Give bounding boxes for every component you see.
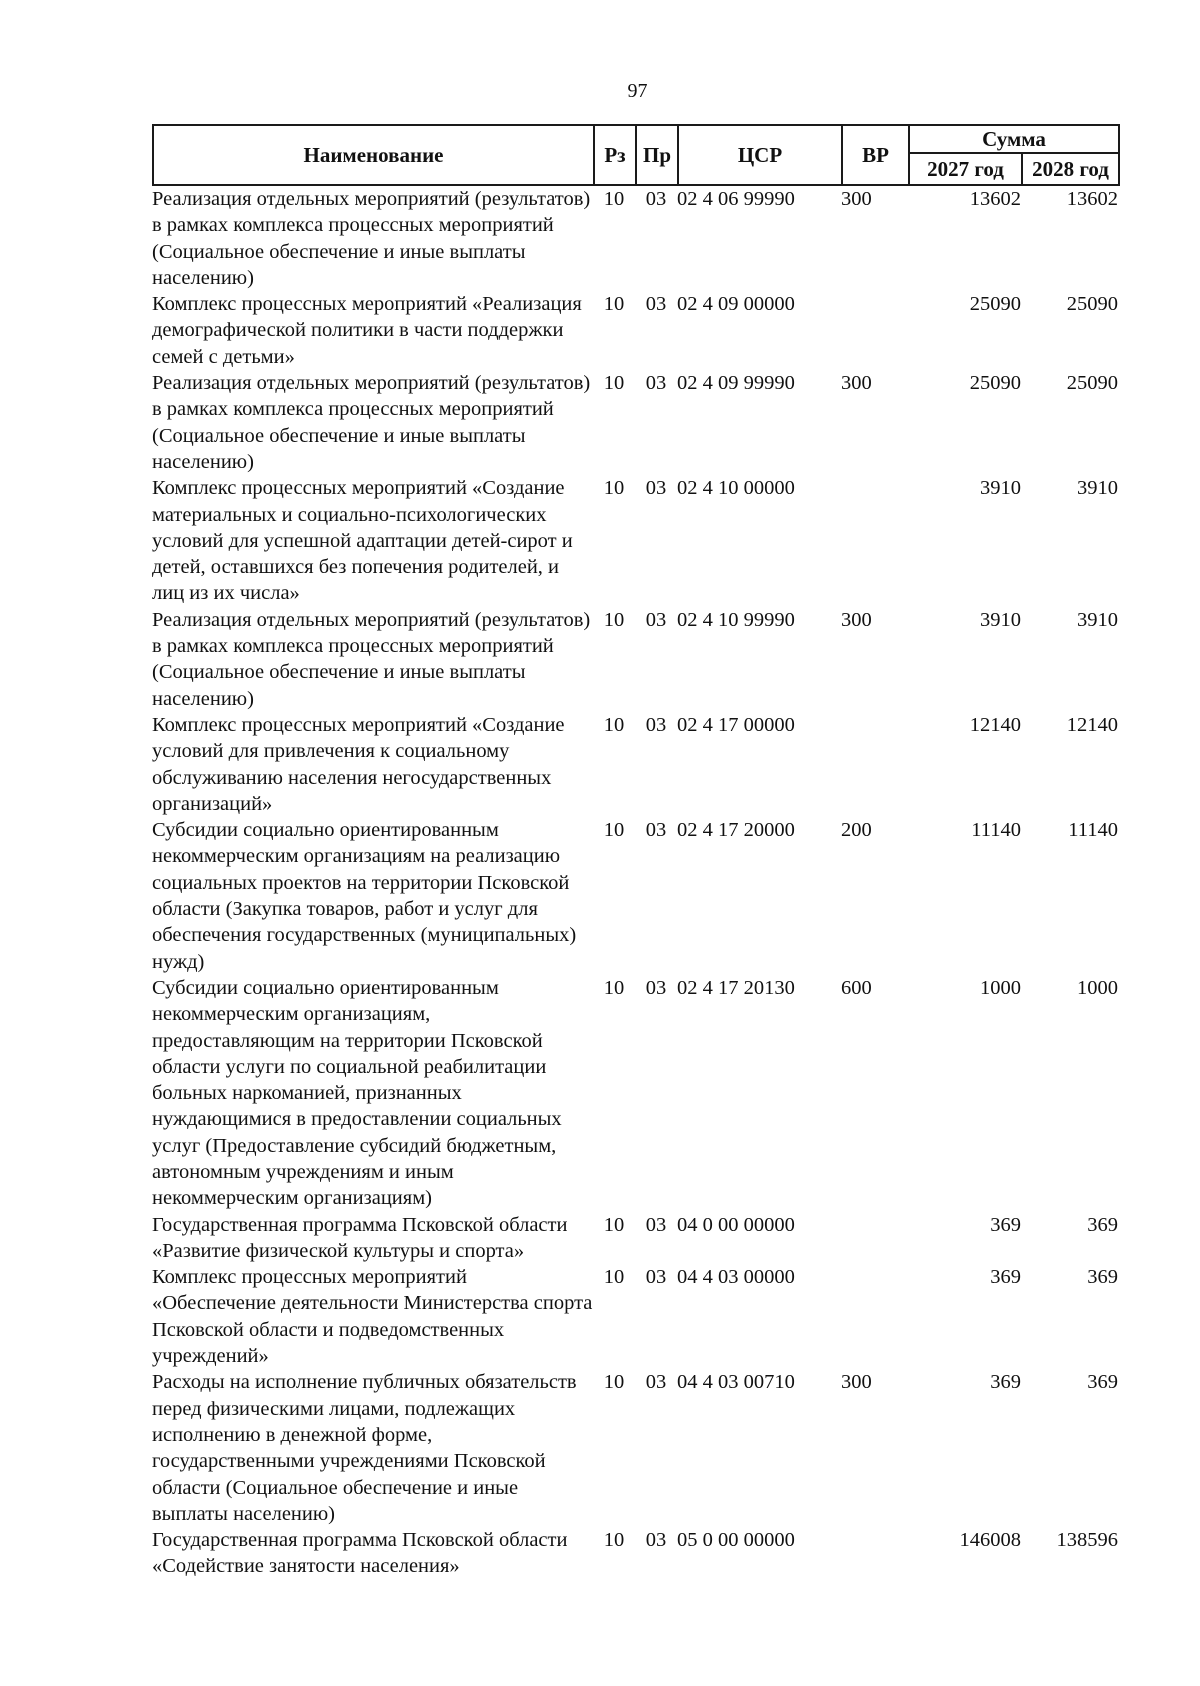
header-csr: ЦСР xyxy=(678,125,842,185)
table-row xyxy=(152,1369,1118,1527)
row-pr: 03 xyxy=(645,713,667,736)
row-vr xyxy=(841,1527,908,1580)
table-row xyxy=(152,712,1118,817)
row-vr xyxy=(841,712,908,817)
row-sum-2027: 3910 xyxy=(980,608,1021,631)
row-vr xyxy=(841,1212,908,1265)
row-csr: 04 4 03 00710 xyxy=(677,1371,795,1394)
row-rz: 10 xyxy=(603,1371,625,1394)
row-name: Расходы на исполнение публичных обязательств перед физическими лицами, подлежащих исполнению в денежной форме, государственными учреждениями Псковской области (Социальное обеспечение и иные выплаты населению) xyxy=(152,1371,577,1525)
row-vr xyxy=(841,1264,908,1369)
header-year-2028: 2028 год xyxy=(1022,153,1119,185)
row-sum-2027: 3910 xyxy=(980,477,1021,500)
row-rz: 10 xyxy=(603,372,625,395)
row-sum-2028: 13602 xyxy=(1066,188,1118,210)
row-csr: 02 4 17 20000 xyxy=(677,819,795,842)
table-row xyxy=(152,186,1118,291)
row-sum-2028: 3910 xyxy=(1077,477,1118,500)
row-name: Субсидии социально ориентированным некоммерческим организациям на реализацию социальных проектов на территории Псковской области (Закупка товаров, работ и услуг для обеспечения государственных (муниципальных) нужд) xyxy=(152,819,577,973)
row-vr xyxy=(841,475,908,606)
row-sum-2027: 25090 xyxy=(969,372,1021,395)
row-vr: 600 xyxy=(841,976,872,999)
row-csr: 05 0 00 00000 xyxy=(677,1529,795,1552)
row-pr: 03 xyxy=(645,188,667,210)
row-sum-2028: 3910 xyxy=(1077,608,1118,631)
row-sum-2028: 12140 xyxy=(1066,713,1118,736)
row-sum-2028: 25090 xyxy=(1066,372,1118,395)
table-row xyxy=(152,1264,1118,1369)
row-sum-2027: 369 xyxy=(990,1266,1021,1289)
row-rz: 10 xyxy=(603,1213,625,1236)
row-name: Реализация отдельных мероприятий (результатов) в рамках комплекса процессных мероприятий (Социальное обеспечение и иные выплаты населению) xyxy=(152,372,591,473)
row-sum-2028: 369 xyxy=(1087,1266,1118,1289)
row-sum-2027: 12140 xyxy=(969,713,1021,736)
header-rz: Рз xyxy=(594,125,636,185)
row-sum-2027: 11140 xyxy=(971,819,1021,842)
row-csr: 04 4 03 00000 xyxy=(677,1266,795,1289)
row-sum-2027: 25090 xyxy=(969,293,1021,316)
row-csr: 02 4 17 20130 xyxy=(677,976,795,999)
row-csr: 02 4 06 99990 xyxy=(677,188,795,210)
row-csr: 02 4 10 00000 xyxy=(677,477,795,500)
row-csr: 02 4 10 99990 xyxy=(677,608,795,631)
row-name: Комплекс процессных мероприятий «Создание условий для привлечения к социальному обслуживанию населения негосударственных организаций» xyxy=(152,713,565,815)
row-sum-2027: 1000 xyxy=(980,976,1021,999)
budget-table xyxy=(152,124,1118,1580)
row-pr: 03 xyxy=(645,1213,667,1236)
row-csr: 02 4 09 00000 xyxy=(677,293,795,316)
table-row xyxy=(152,1527,1118,1580)
row-rz: 10 xyxy=(603,477,625,500)
row-name: Комплекс процессных мероприятий «Обеспечение деятельности Министерства спорта Псковской области и подведомственных учреждений» xyxy=(152,1266,593,1368)
row-pr: 03 xyxy=(645,477,667,500)
row-vr xyxy=(841,291,908,370)
table-row xyxy=(152,607,1118,712)
table-row xyxy=(152,817,1118,975)
row-pr: 03 xyxy=(645,1371,667,1394)
page-number: 97 xyxy=(627,80,648,102)
row-pr: 03 xyxy=(645,819,667,842)
row-csr: 04 0 00 00000 xyxy=(677,1213,795,1236)
table-header xyxy=(152,124,1120,186)
row-csr: 02 4 09 99990 xyxy=(677,372,795,395)
row-name: Комплекс процессных мероприятий «Реализация демографической политики в части поддержки семей с детьми» xyxy=(152,293,582,368)
row-vr: 300 xyxy=(841,372,872,395)
row-vr: 300 xyxy=(841,188,872,210)
row-pr: 03 xyxy=(645,976,667,999)
row-name: Государственная программа Псковской области «Развитие физической культуры и спорта» xyxy=(152,1213,568,1262)
header-pr: Пр xyxy=(636,125,678,185)
row-sum-2028: 11140 xyxy=(1068,819,1118,842)
row-pr: 03 xyxy=(645,293,667,316)
row-name: Государственная программа Псковской области «Содействие занятости населения» xyxy=(152,1529,568,1578)
table-row xyxy=(152,370,1118,475)
row-csr: 02 4 17 00000 xyxy=(677,713,795,736)
row-name: Реализация отдельных мероприятий (результатов) в рамках комплекса процессных мероприятий (Социальное обеспечение и иные выплаты населению) xyxy=(152,188,591,289)
row-sum-2028: 25090 xyxy=(1066,293,1118,316)
row-sum-2028: 138596 xyxy=(1056,1529,1118,1552)
header-name: Наименование xyxy=(153,125,594,185)
header-sum: Сумма xyxy=(909,125,1119,153)
row-rz: 10 xyxy=(603,1266,625,1289)
row-sum-2028: 369 xyxy=(1087,1213,1118,1236)
row-rz: 10 xyxy=(603,713,625,736)
row-name: Субсидии социально ориентированным некоммерческим организациям, предоставляющим на территории Псковской области услуги по социальной реабилитации больных наркоманией, признанных нуждающимися в предоставлении социальных услуг (Предоставление субсидий бюджетным, автономным учреждениям и иным некоммерческим организациям) xyxy=(152,976,562,1210)
row-sum-2027: 369 xyxy=(990,1213,1021,1236)
table-row xyxy=(152,1212,1118,1265)
row-name: Комплекс процессных мероприятий «Создание материальных и социально-психологических условий для успешной адаптации детей-сирот и детей, оставшихся без попечения родителей, и лиц из их числа» xyxy=(152,477,573,605)
table-row xyxy=(152,291,1118,370)
row-pr: 03 xyxy=(645,372,667,395)
header-vr: ВР xyxy=(842,125,909,185)
header-year-2027: 2027 год xyxy=(909,153,1022,185)
row-rz: 10 xyxy=(603,976,625,999)
row-rz: 10 xyxy=(603,188,625,210)
table-body xyxy=(152,186,1118,1580)
row-pr: 03 xyxy=(645,608,667,631)
row-pr: 03 xyxy=(645,1529,667,1552)
row-name: Реализация отдельных мероприятий (результатов) в рамках комплекса процессных мероприятий (Социальное обеспечение и иные выплаты населению) xyxy=(152,608,591,710)
row-sum-2027: 13602 xyxy=(969,188,1021,210)
row-pr: 03 xyxy=(645,1266,667,1289)
table-row xyxy=(152,475,1118,606)
row-vr: 300 xyxy=(841,1371,872,1394)
row-sum-2028: 369 xyxy=(1087,1371,1118,1394)
table-row xyxy=(152,975,1118,1212)
row-rz: 10 xyxy=(603,819,625,842)
row-vr: 200 xyxy=(841,819,872,842)
row-sum-2028: 1000 xyxy=(1077,976,1118,999)
row-vr: 300 xyxy=(841,608,872,631)
row-rz: 10 xyxy=(603,608,625,631)
row-rz: 10 xyxy=(603,1529,625,1552)
row-sum-2027: 146008 xyxy=(959,1529,1021,1552)
row-rz: 10 xyxy=(603,293,625,316)
row-sum-2027: 369 xyxy=(990,1371,1021,1394)
